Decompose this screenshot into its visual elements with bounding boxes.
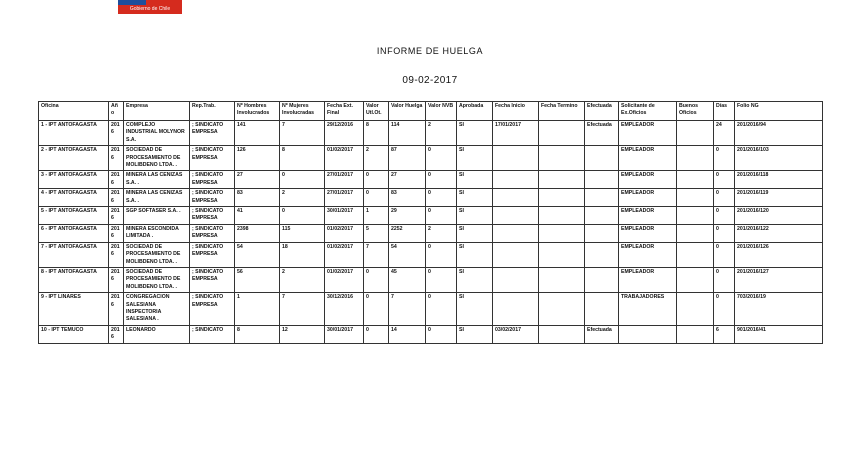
cell-fecha-ext: 01/02/2017 <box>325 146 364 171</box>
cell-hombres: 56 <box>235 267 280 292</box>
header-row <box>39 102 823 121</box>
column-header-aprobada: Aprobada <box>457 102 493 121</box>
cell-hombres: 54 <box>235 242 280 267</box>
cell-empresa: LEONARDO <box>124 325 190 343</box>
cell-fecha-termino <box>539 242 585 267</box>
cell-fecha-ext: 01/02/2017 <box>325 224 364 242</box>
cell-valor-huelga: 7 <box>389 293 426 326</box>
cell-oficina: 7 - IPT ANTOFAGASTA <box>39 242 109 267</box>
cell-aprobada: SI <box>457 207 493 225</box>
cell-fecha-inicio: 17/01/2017 <box>493 121 539 146</box>
column-header-solicitante: Solicitante de Ex.Oficios <box>619 102 677 121</box>
cell-solicitante: EMPLEADOR <box>619 121 677 146</box>
cell-rep-trab: ; SINDICATO <box>190 325 235 343</box>
cell-folio: 703/2016/19 <box>735 293 823 326</box>
gobierno-logo <box>118 0 182 14</box>
cell-efectuada <box>585 207 619 225</box>
cell-fecha-termino <box>539 207 585 225</box>
cell-ano: 2016 <box>109 293 124 326</box>
cell-hombres: 83 <box>235 189 280 207</box>
cell-solicitante: EMPLEADOR <box>619 171 677 189</box>
column-header-oficina: Oficina <box>39 102 109 121</box>
cell-valor-nvb: 0 <box>426 293 457 326</box>
cell-rep-trab: ; SINDICATO EMPRESA <box>190 146 235 171</box>
cell-aprobada: SI <box>457 146 493 171</box>
cell-fecha-ext: 30/01/2017 <box>325 325 364 343</box>
table-row <box>39 224 823 242</box>
cell-aprobada: SI <box>457 293 493 326</box>
column-header-valor-utl: Valor Utl.Ot. <box>364 102 389 121</box>
cell-valor-nvb: 0 <box>426 146 457 171</box>
cell-valor-utl: 0 <box>364 267 389 292</box>
column-header-dias: Días <box>714 102 735 121</box>
report-title: INFORME DE HUELGA <box>376 46 484 56</box>
cell-dias: 0 <box>714 224 735 242</box>
cell-valor-huelga: 29 <box>389 207 426 225</box>
cell-aprobada: SI <box>457 242 493 267</box>
cell-fecha-inicio <box>493 293 539 326</box>
cell-buenos-oficios <box>677 121 714 146</box>
column-header-ano: Año <box>109 102 124 121</box>
cell-valor-nvb: 0 <box>426 171 457 189</box>
cell-oficina: 4 - IPT ANTOFAGASTA <box>39 189 109 207</box>
table-row <box>39 207 823 225</box>
cell-hombres: 141 <box>235 121 280 146</box>
cell-efectuada <box>585 267 619 292</box>
cell-fecha-ext: 01/02/2017 <box>325 242 364 267</box>
cell-fecha-ext: 30/12/2016 <box>325 293 364 326</box>
cell-valor-nvb: 0 <box>426 325 457 343</box>
cell-solicitante <box>619 325 677 343</box>
column-header-hombres: Nº Hombres Involucrados <box>235 102 280 121</box>
cell-aprobada: SI <box>457 171 493 189</box>
cell-fecha-termino <box>539 189 585 207</box>
column-header-valor-huelga: Valor Huelga <box>389 102 426 121</box>
cell-buenos-oficios <box>677 189 714 207</box>
cell-ano: 2016 <box>109 325 124 343</box>
cell-empresa: COMPLEJO INDUSTRIAL MOLYNOR S.A. <box>124 121 190 146</box>
column-header-efectuada: Efectuada <box>585 102 619 121</box>
cell-empresa: SOCIEDAD DE PROCESAMIENTO DE MOLIBDENO LTDA. . <box>124 242 190 267</box>
cell-solicitante: EMPLEADOR <box>619 207 677 225</box>
cell-mujeres: 7 <box>280 121 325 146</box>
cell-solicitante: TRABAJADORES <box>619 293 677 326</box>
cell-aprobada: SI <box>457 189 493 207</box>
cell-rep-trab: ; SINDICATO EMPRESA <box>190 207 235 225</box>
column-header-fecha-inicio: Fecha Inicio <box>493 102 539 121</box>
cell-valor-utl: 2 <box>364 146 389 171</box>
cell-ano: 2016 <box>109 121 124 146</box>
cell-valor-nvb: 0 <box>426 267 457 292</box>
cell-buenos-oficios <box>677 242 714 267</box>
cell-folio: 201/2016/126 <box>735 242 823 267</box>
table-body <box>39 121 823 344</box>
cell-valor-utl: 5 <box>364 224 389 242</box>
cell-dias: 0 <box>714 207 735 225</box>
cell-dias: 6 <box>714 325 735 343</box>
cell-valor-utl: 0 <box>364 189 389 207</box>
cell-mujeres: 7 <box>280 293 325 326</box>
cell-ano: 2016 <box>109 224 124 242</box>
cell-buenos-oficios <box>677 267 714 292</box>
cell-efectuada: Efectuada <box>585 121 619 146</box>
table-row <box>39 146 823 171</box>
cell-mujeres: 12 <box>280 325 325 343</box>
cell-buenos-oficios <box>677 224 714 242</box>
cell-buenos-oficios <box>677 207 714 225</box>
cell-valor-huelga: 27 <box>389 171 426 189</box>
cell-ano: 2016 <box>109 207 124 225</box>
cell-dias: 0 <box>714 267 735 292</box>
cell-fecha-ext: 29/12/2016 <box>325 121 364 146</box>
cell-oficina: 1 - IPT ANTOFAGASTA <box>39 121 109 146</box>
cell-oficina: 10 - IPT TEMUCO <box>39 325 109 343</box>
column-header-valor-nvb: Valor NVB <box>426 102 457 121</box>
cell-folio: 201/2016/120 <box>735 207 823 225</box>
cell-empresa: SOCIEDAD DE PROCESAMIENTO DE MOLIBDENO LTDA. . <box>124 146 190 171</box>
cell-hombres: 2398 <box>235 224 280 242</box>
cell-fecha-termino <box>539 325 585 343</box>
cell-fecha-inicio <box>493 189 539 207</box>
table-row <box>39 121 823 146</box>
cell-fecha-termino <box>539 293 585 326</box>
table-row <box>39 242 823 267</box>
table-row <box>39 171 823 189</box>
cell-solicitante: EMPLEADOR <box>619 189 677 207</box>
cell-aprobada: SI <box>457 267 493 292</box>
cell-mujeres: 18 <box>280 242 325 267</box>
report-date: 09-02-2017 <box>402 75 458 86</box>
cell-empresa: MINERA LAS CENIZAS S.A. . <box>124 189 190 207</box>
table-row <box>39 189 823 207</box>
cell-efectuada <box>585 224 619 242</box>
cell-rep-trab: ; SINDICATO EMPRESA <box>190 293 235 326</box>
column-header-folio: Folio NG <box>735 102 823 121</box>
cell-dias: 0 <box>714 293 735 326</box>
cell-valor-huelga: 87 <box>389 146 426 171</box>
cell-hombres: 126 <box>235 146 280 171</box>
cell-empresa: MINERA LAS CENIZAS S.A. . <box>124 171 190 189</box>
cell-rep-trab: ; SINDICATO EMPRESA <box>190 224 235 242</box>
cell-fecha-termino <box>539 224 585 242</box>
cell-solicitante: EMPLEADOR <box>619 146 677 171</box>
cell-valor-nvb: 0 <box>426 189 457 207</box>
table-header <box>39 102 823 121</box>
cell-empresa: MINERA ESCONDIDA LIMITADA . <box>124 224 190 242</box>
cell-fecha-termino <box>539 146 585 171</box>
cell-mujeres: 115 <box>280 224 325 242</box>
table-row <box>39 325 823 343</box>
cell-empresa: CONGREGACION SALESIANA INSPECTORIA SALESIANA . <box>124 293 190 326</box>
cell-valor-utl: 1 <box>364 207 389 225</box>
cell-valor-nvb: 0 <box>426 242 457 267</box>
cell-mujeres: 0 <box>280 207 325 225</box>
table-row <box>39 267 823 292</box>
cell-oficina: 5 - IPT ANTOFAGASTA <box>39 207 109 225</box>
cell-folio: 201/2016/119 <box>735 189 823 207</box>
cell-ano: 2016 <box>109 146 124 171</box>
cell-fecha-inicio <box>493 146 539 171</box>
logo-text: Gobierno de Chile <box>118 5 182 14</box>
cell-mujeres: 8 <box>280 146 325 171</box>
column-header-mujeres: Nº Mujeres Involucradas <box>280 102 325 121</box>
cell-folio: 201/2016/94 <box>735 121 823 146</box>
cell-hombres: 41 <box>235 207 280 225</box>
cell-hombres: 1 <box>235 293 280 326</box>
cell-empresa: SOCIEDAD DE PROCESAMIENTO DE MOLIBDENO LTDA. . <box>124 267 190 292</box>
cell-oficina: 2 - IPT ANTOFAGASTA <box>39 146 109 171</box>
cell-valor-utl: 7 <box>364 242 389 267</box>
cell-fecha-termino <box>539 267 585 292</box>
cell-dias: 0 <box>714 242 735 267</box>
cell-valor-utl: 8 <box>364 121 389 146</box>
cell-aprobada: SI <box>457 121 493 146</box>
cell-rep-trab: ; SINDICATO EMPRESA <box>190 121 235 146</box>
cell-rep-trab: ; SINDICATO EMPRESA <box>190 171 235 189</box>
cell-rep-trab: ; SINDICATO EMPRESA <box>190 189 235 207</box>
cell-fecha-ext: 27/01/2017 <box>325 171 364 189</box>
cell-valor-huelga: 14 <box>389 325 426 343</box>
cell-valor-nvb: 2 <box>426 121 457 146</box>
cell-fecha-inicio <box>493 207 539 225</box>
cell-rep-trab: ; SINDICATO EMPRESA <box>190 267 235 292</box>
cell-valor-huelga: 114 <box>389 121 426 146</box>
cell-folio: 201/2016/103 <box>735 146 823 171</box>
cell-folio: 201/2016/122 <box>735 224 823 242</box>
cell-valor-huelga: 45 <box>389 267 426 292</box>
cell-mujeres: 2 <box>280 189 325 207</box>
cell-valor-huelga: 83 <box>389 189 426 207</box>
cell-buenos-oficios <box>677 293 714 326</box>
cell-dias: 0 <box>714 146 735 171</box>
cell-efectuada <box>585 189 619 207</box>
cell-buenos-oficios <box>677 146 714 171</box>
cell-efectuada <box>585 171 619 189</box>
cell-valor-utl: 0 <box>364 293 389 326</box>
cell-fecha-termino <box>539 171 585 189</box>
cell-ano: 2016 <box>109 171 124 189</box>
cell-dias: 0 <box>714 171 735 189</box>
strike-table <box>38 101 823 344</box>
cell-hombres: 8 <box>235 325 280 343</box>
cell-oficina: 9 - IPT LINARES <box>39 293 109 326</box>
cell-aprobada: SI <box>457 325 493 343</box>
cell-oficina: 6 - IPT ANTOFAGASTA <box>39 224 109 242</box>
cell-valor-huelga: 54 <box>389 242 426 267</box>
cell-folio: 901/2016/41 <box>735 325 823 343</box>
cell-fecha-inicio <box>493 224 539 242</box>
cell-empresa: SGP SOFTASER S.A. . <box>124 207 190 225</box>
cell-valor-utl: 0 <box>364 325 389 343</box>
cell-fecha-ext: 30/01/2017 <box>325 207 364 225</box>
cell-mujeres: 2 <box>280 267 325 292</box>
cell-ano: 2016 <box>109 189 124 207</box>
cell-efectuada: Efectuada <box>585 325 619 343</box>
cell-solicitante: EMPLEADOR <box>619 242 677 267</box>
column-header-buenos-oficios: Buenos Oficios <box>677 102 714 121</box>
cell-mujeres: 0 <box>280 171 325 189</box>
cell-solicitante: EMPLEADOR <box>619 267 677 292</box>
cell-rep-trab: ; SINDICATO EMPRESA <box>190 242 235 267</box>
cell-efectuada <box>585 242 619 267</box>
cell-ano: 2016 <box>109 267 124 292</box>
cell-fecha-inicio <box>493 242 539 267</box>
cell-valor-nvb: 0 <box>426 207 457 225</box>
cell-oficina: 3 - IPT ANTOFAGASTA <box>39 171 109 189</box>
cell-valor-utl: 0 <box>364 171 389 189</box>
cell-efectuada <box>585 293 619 326</box>
cell-fecha-termino <box>539 121 585 146</box>
cell-aprobada: SI <box>457 224 493 242</box>
cell-ano: 2016 <box>109 242 124 267</box>
column-header-empresa: Empresa <box>124 102 190 121</box>
cell-fecha-inicio: 03/02/2017 <box>493 325 539 343</box>
column-header-fecha-ext: Fecha Ext. Final <box>325 102 364 121</box>
cell-oficina: 8 - IPT ANTOFAGASTA <box>39 267 109 292</box>
cell-valor-nvb: 2 <box>426 224 457 242</box>
cell-efectuada <box>585 146 619 171</box>
column-header-rep-trab: Rep.Trab. <box>190 102 235 121</box>
cell-fecha-inicio <box>493 171 539 189</box>
cell-buenos-oficios <box>677 325 714 343</box>
cell-dias: 24 <box>714 121 735 146</box>
cell-buenos-oficios <box>677 171 714 189</box>
cell-solicitante: EMPLEADOR <box>619 224 677 242</box>
cell-dias: 0 <box>714 189 735 207</box>
cell-folio: 201/2016/118 <box>735 171 823 189</box>
cell-fecha-inicio <box>493 267 539 292</box>
cell-folio: 201/2016/127 <box>735 267 823 292</box>
cell-hombres: 27 <box>235 171 280 189</box>
cell-fecha-ext: 01/02/2017 <box>325 267 364 292</box>
cell-valor-huelga: 2252 <box>389 224 426 242</box>
table-row <box>39 293 823 326</box>
cell-fecha-ext: 27/01/2017 <box>325 189 364 207</box>
column-header-fecha-termino: Fecha Termino <box>539 102 585 121</box>
